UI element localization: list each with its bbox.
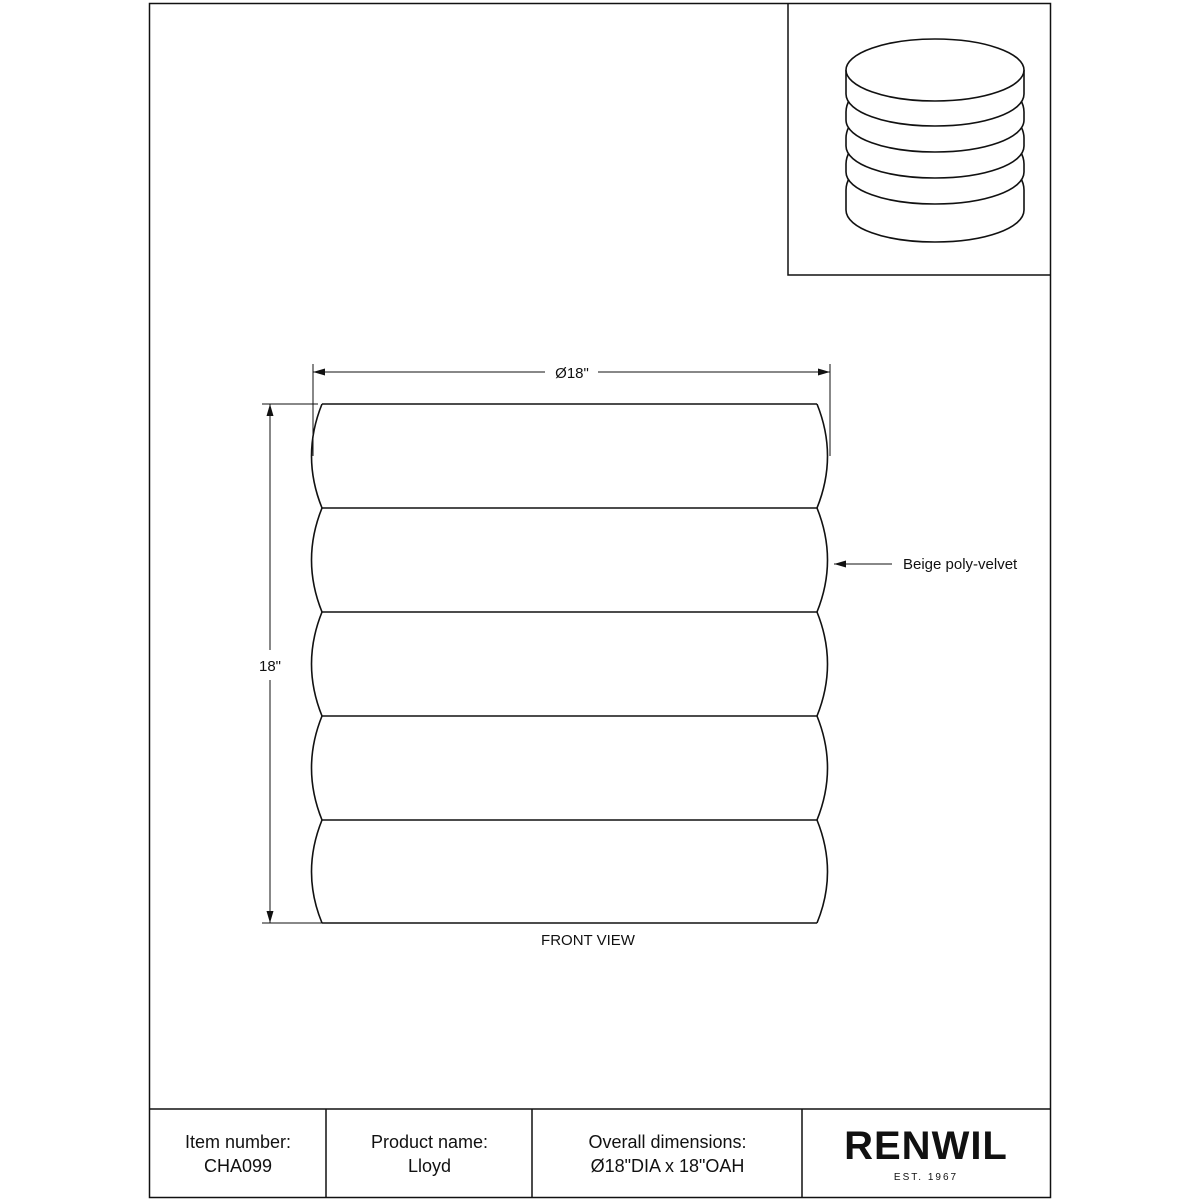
isometric-view xyxy=(788,3,1050,275)
height-dimension-label: 18" xyxy=(258,658,282,675)
item-number-label: Item number: xyxy=(184,1132,292,1152)
material-callout: Beige poly-velvet xyxy=(903,556,1018,573)
dimensions-cell xyxy=(533,1110,802,1198)
brand-name: RENWIL xyxy=(844,1123,1008,1168)
item-number-cell xyxy=(150,1110,326,1198)
product-name-cell xyxy=(327,1110,532,1198)
brand-established: EST. 1967 xyxy=(893,1171,959,1183)
dimensions-value: Ø18"DIA x 18"OAH xyxy=(590,1156,745,1176)
product-name-label: Product name: xyxy=(370,1132,489,1152)
width-dimension-label: Ø18" xyxy=(555,365,589,382)
brand-logo xyxy=(802,1110,1050,1198)
product-name-value: Lloyd xyxy=(407,1156,452,1176)
material-leader xyxy=(834,561,892,568)
dimensions-label: Overall dimensions: xyxy=(588,1132,747,1152)
item-number-value: CHA099 xyxy=(203,1156,273,1176)
front-view xyxy=(312,404,828,923)
view-label: FRONT VIEW xyxy=(541,932,635,949)
